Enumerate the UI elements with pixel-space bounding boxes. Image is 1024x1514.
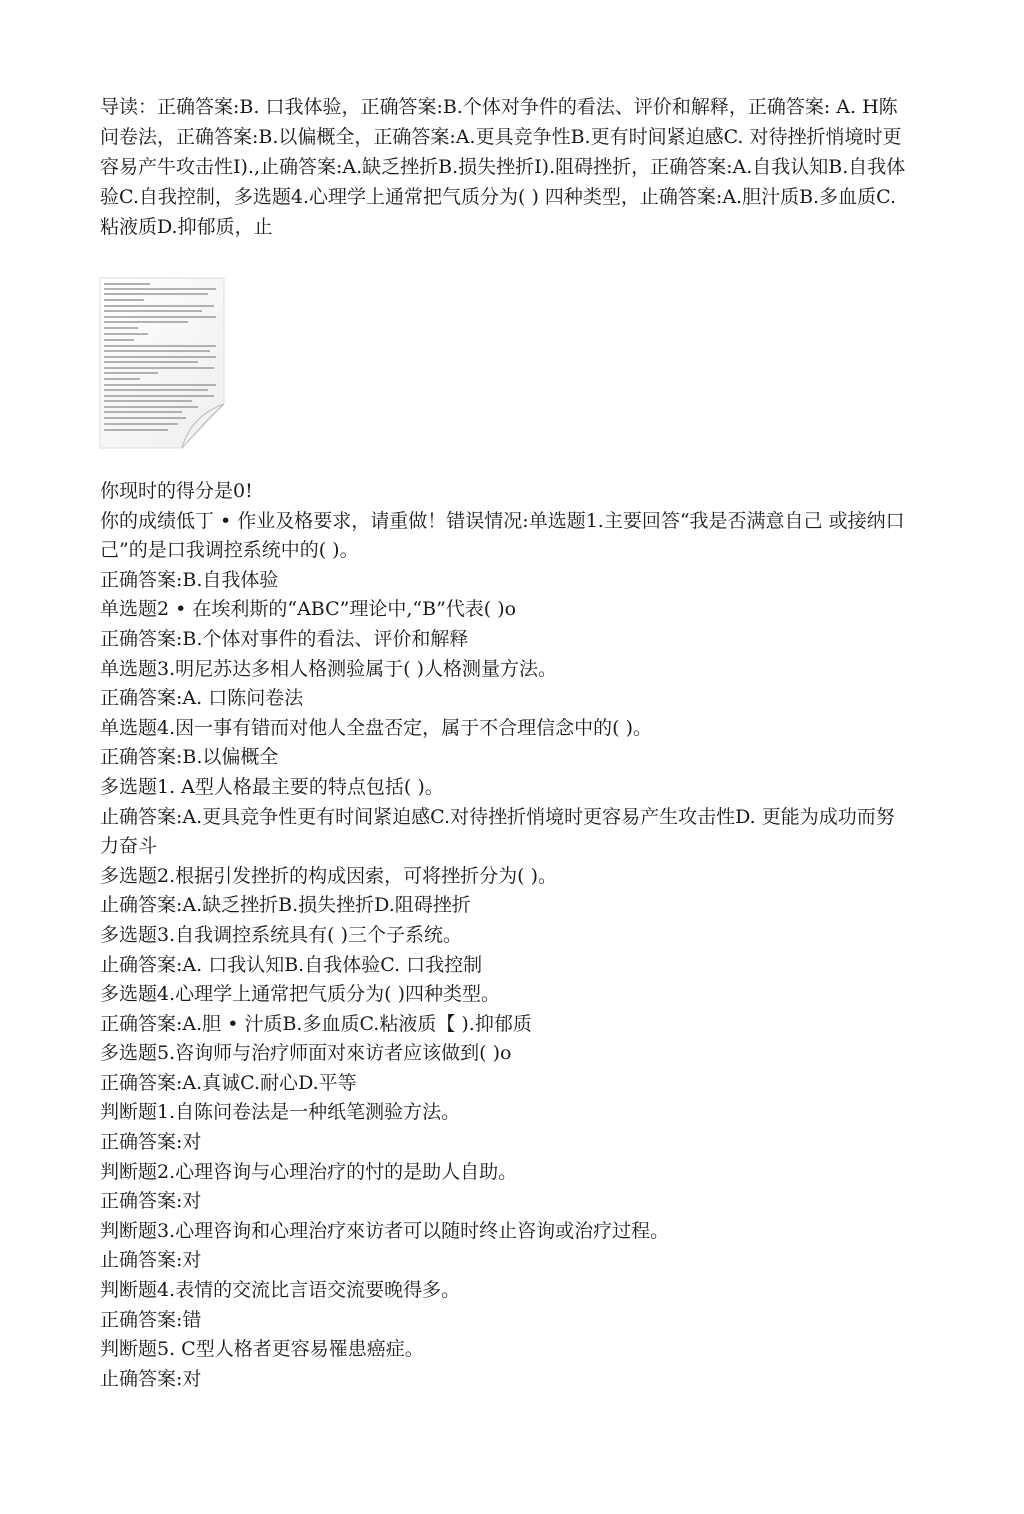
question-line: 判断题4.表情的交流比言语交流要晚得多。 — [100, 1279, 461, 1302]
answer-line: 止确答案:A.更具竞争性更有时间紧迫感C.对待挫折悄境时更容易产生攻击性D. 更能为成功而努力奋斗 — [100, 805, 895, 858]
question-line: 单选题4.因一事有错而对他人全盘否定，属于不合理信念中的( )。 — [100, 716, 652, 739]
answer-line: 止确答案:A.缺乏挫折B.损失挫折D.阻碍挫折 — [100, 894, 471, 917]
answer-line: 正确答案:B.以偏概全 — [100, 746, 279, 769]
content-lines — [100, 477, 912, 1394]
answer-line: 正确答案:错 — [100, 1308, 202, 1331]
content-line: 你的成绩低丁 • 作业及格要求，请重做！错误情况:单选题1.主要回答“我是否满意自己 或接纳口己”的是口我调控系统中的( )。 — [100, 509, 905, 562]
document-page-thumbnail-icon — [98, 276, 228, 450]
answer-line: 止确答案:对 — [100, 1249, 202, 1272]
answer-line: 正确答案:A. 口陈问卷法 — [100, 687, 304, 710]
question-line: 判断题3.心理咨询和心理治疗來访者可以随时终止咨询或治疗过程。 — [100, 1219, 670, 1242]
question-line: 多选题5.咨询师与治疗师面对來访者应该做到( )o — [100, 1042, 512, 1065]
answer-line: 正确答案:A.真诚C.耐心D.平等 — [100, 1071, 357, 1094]
answer-line: 止确答案:A. 口我认知B.自我体验C. 口我控制 — [100, 953, 483, 976]
question-line: 多选题3.自我调控系统具有( )三个子系统。 — [100, 923, 462, 946]
answer-line: 正确答案:B.自我体验 — [100, 568, 279, 591]
question-line: 单选题3.明尼苏达多相人格测验属于( )人格测量方法。 — [100, 657, 557, 680]
question-line: 多选题1. A型人格最主要的特点包括( )。 — [100, 775, 444, 798]
summary-paragraph: 导读：正确答案:B. 口我体验，正确答案:B.个体对争件的看法、评价和解释，正确答案: A. H陈问卷法，正确答案:B.以偏概全，正确答案:A.更具竞争性B.更有时间紧迫感C. 对待挫折悄境时更容易产牛攻击性I).,止确答案:A.缺乏挫折B.损失挫折I).阻碍挫折，正确答案:A.自我认知B.自我体验C.自我控制，多选题4.心理学上通常把气质分为( ) 四种类型，止确答案:A.胆汁质B.多血质C.粘液质D.抑郁质，止 — [100, 96, 906, 238]
question-line: 多选题2.根据引发挫折的构成因索，可将挫折分为( )。 — [100, 864, 557, 887]
answer-line: 止确答案:对 — [100, 1367, 202, 1390]
question-line: 多选题4.心理学上通常把气质分为( )四种类型。 — [100, 983, 500, 1006]
question-line: 判断题5. C型人格者更容易罹患癌症。 — [100, 1338, 424, 1361]
answer-line: 正确答案:对 — [100, 1131, 202, 1154]
question-line: 单选题2 • 在埃利斯的“ABC”理论中,“B”代表( )o — [100, 598, 517, 621]
answer-line: 正确答案:对 — [100, 1190, 202, 1213]
question-line: 判断题1.自陈问卷法是一种纸笔测验方法。 — [100, 1101, 461, 1124]
answer-line: 正确答案:B.个体对事件的看法、评价和解释 — [100, 627, 469, 650]
answer-line: 正确答案:A.胆 • 汁质B.多血质C.粘液质【 ).抑郁质 — [100, 1012, 532, 1035]
score-line: 你现时的得分是0! — [100, 480, 253, 502]
question-line: 判断题2.心理咨询与心理治疗的忖的是助人自助。 — [100, 1160, 518, 1183]
